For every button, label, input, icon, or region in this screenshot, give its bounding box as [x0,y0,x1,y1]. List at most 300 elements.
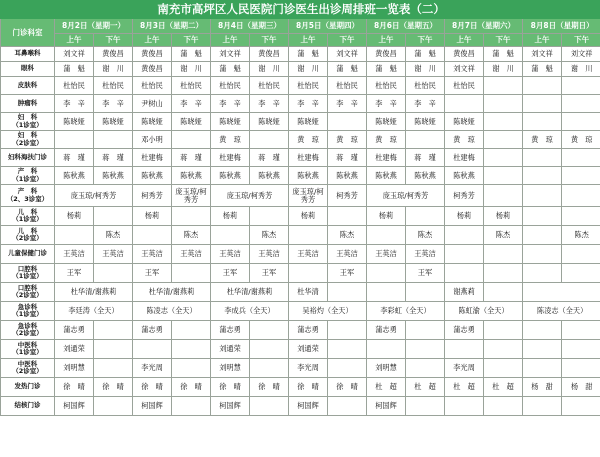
schedule-cell [133,340,172,359]
schedule-cell [445,95,484,113]
schedule-cell [484,77,523,95]
schedule-cell [406,321,445,340]
table-row [1,397,600,416]
schedule-cell [562,167,600,185]
schedule-cell [562,359,600,378]
schedule-cell: 陈秋燕 [94,167,133,185]
schedule-cell: 刘明慧 [211,359,250,378]
schedule-cell: 陈晓娅 [172,113,211,131]
schedule-cell: 杜怡民 [250,77,289,95]
schedule-cell: 陈秋燕 [211,167,250,185]
schedule-cell [367,264,406,283]
dept-label: 儿 科 （1诊室） [1,207,55,226]
schedule-cell: 刘明慧 [55,359,94,378]
schedule-cell [172,264,211,283]
schedule-cell: 杜 超 [484,378,523,397]
schedule-cell [562,149,600,167]
schedule-cell: 庞玉琼/柯秀芳 [289,185,328,207]
schedule-cell: 谢 川 [94,62,133,77]
schedule-cell: 陈晓娅 [367,113,406,131]
schedule-cell: 谢 川 [250,62,289,77]
schedule-cell [250,131,289,149]
pm-header: 下午 [406,34,445,47]
schedule-cell: 陈秋燕 [55,167,94,185]
am-header: 上午 [445,34,484,47]
schedule-cell [133,226,172,245]
schedule-cell: 谢 川 [289,62,328,77]
schedule-cell: 杨莉 [289,207,328,226]
schedule-cell: 王军 [55,264,94,283]
schedule-cell: 李彩虹（全天） [367,302,445,321]
schedule-cell [406,359,445,378]
schedule-cell [445,245,484,264]
table-row [1,302,600,321]
pm-header: 下午 [484,34,523,47]
corner-label: 门诊科室 [1,19,55,47]
schedule-cell [562,397,600,416]
schedule-cell: 徐 晴 [289,378,328,397]
schedule-cell: 蒋 瑾 [172,149,211,167]
schedule-cell [562,340,600,359]
schedule-cell: 刘通荣 [211,340,250,359]
schedule-cell [523,321,562,340]
schedule-cell: 黄 琼 [289,131,328,149]
schedule-cell: 杜 超 [367,378,406,397]
schedule-cell: 徐 晴 [133,378,172,397]
schedule-cell: 杜华清 [289,283,328,302]
schedule-cell: 陈秋燕 [172,167,211,185]
schedule-cell: 陈秋燕 [406,167,445,185]
dept-label: 妇科海扶门诊 [1,149,55,167]
schedule-cell: 庞玉琼/柯秀芳 [367,185,445,207]
schedule-cell: 蒲 魁 [484,47,523,62]
table-row [1,245,600,264]
dept-label: 口腔科 （2诊室） [1,283,55,302]
schedule-cell: 蒲 魁 [289,47,328,62]
schedule-cell [367,283,406,302]
pm-header: 下午 [250,34,289,47]
schedule-cell: 杜怡民 [172,77,211,95]
am-header: 上午 [523,34,562,47]
schedule-cell [562,321,600,340]
schedule-cell [406,283,445,302]
schedule-cell: 杜华清/谢燕莉 [211,283,289,302]
dept-label: 中医科 （1诊室） [1,340,55,359]
schedule-cell: 徐 晴 [328,378,367,397]
schedule-cell: 王英洁 [211,245,250,264]
schedule-cell: 刘文祥 [562,47,600,62]
schedule-cell [406,340,445,359]
table-row [1,185,600,207]
schedule-cell: 杜建梅 [445,149,484,167]
schedule-cell: 陈杰 [250,226,289,245]
dept-label: 产 科 （1诊室） [1,167,55,185]
schedule-cell [523,113,562,131]
schedule-cell: 蒋 瑾 [328,149,367,167]
schedule-cell: 黄 琼 [367,131,406,149]
schedule-cell: 陈晓娅 [94,113,133,131]
schedule-cell: 李廷涛（全天） [55,302,133,321]
schedule-cell: 刘通荣 [55,340,94,359]
schedule-cell: 陈秋燕 [133,167,172,185]
dept-label: 妇 科 （2诊室） [1,131,55,149]
schedule-cell: 陈杰 [406,226,445,245]
day-header: 8月4日（星期三） [211,19,289,34]
schedule-cell: 李光周 [289,359,328,378]
schedule-cell [523,185,562,207]
schedule-cell [406,131,445,149]
schedule-cell: 王英洁 [289,245,328,264]
schedule-cell [94,264,133,283]
am-header: 上午 [367,34,406,47]
table-row [1,207,600,226]
schedule-cell [484,95,523,113]
table-row [1,95,600,113]
schedule-cell: 柯秀芳 [328,185,367,207]
schedule-cell [94,340,133,359]
schedule-cell: 徐 晴 [250,378,289,397]
pm-header: 下午 [172,34,211,47]
schedule-cell [328,113,367,131]
table-row [1,167,600,185]
schedule-cell: 王军 [133,264,172,283]
schedule-cell: 蒲志勇 [55,321,94,340]
schedule-cell: 王英洁 [328,245,367,264]
schedule-cell [94,131,133,149]
schedule-cell: 杜怡民 [211,77,250,95]
schedule-cell [250,207,289,226]
schedule-cell: 杜怡民 [406,77,445,95]
schedule-cell [172,397,211,416]
schedule-cell: 李 辛 [289,95,328,113]
schedule-cell: 柯国辉 [55,397,94,416]
schedule-cell [523,340,562,359]
schedule-cell: 李 辛 [328,95,367,113]
schedule-cell [250,359,289,378]
schedule-cell: 黄俊昌 [133,47,172,62]
dept-label: 产 科 （2、3诊室） [1,185,55,207]
day-header: 8月6日（星期五） [367,19,445,34]
schedule-cell: 杜怡民 [94,77,133,95]
schedule-cell: 刘文祥 [523,47,562,62]
schedule-cell: 陈秋燕 [250,167,289,185]
schedule-cell: 杜建梅 [211,149,250,167]
schedule-cell: 谢 川 [562,62,600,77]
schedule-cell: 杜建梅 [133,149,172,167]
schedule-cell [172,321,211,340]
schedule-cell: 庞玉琼/柯秀芳 [55,185,133,207]
schedule-cell [94,321,133,340]
schedule-cell: 李 辛 [367,95,406,113]
schedule-cell: 杨 甜 [523,378,562,397]
schedule-cell: 陈晓娅 [406,113,445,131]
dept-label: 皮肤科 [1,77,55,95]
schedule-cell: 杨莉 [211,207,250,226]
schedule-cell: 杜华清/谢燕莉 [55,283,133,302]
schedule-cell [562,113,600,131]
schedule-cell: 庞玉琼/柯秀芳 [211,185,289,207]
schedule-cell: 李成兵（全天） [211,302,289,321]
schedule-cell [523,264,562,283]
schedule-cell [523,245,562,264]
schedule-cell: 王军 [328,264,367,283]
schedule-cell [484,264,523,283]
schedule-cell [484,245,523,264]
schedule-cell [250,340,289,359]
schedule-cell: 刘文祥 [328,47,367,62]
schedule-cell [289,264,328,283]
am-header: 上午 [133,34,172,47]
schedule-cell [562,264,600,283]
schedule-cell [562,207,600,226]
schedule-cell [445,264,484,283]
schedule-cell: 谢 川 [172,62,211,77]
am-header: 上午 [289,34,328,47]
table-row [1,340,600,359]
schedule-cell [445,397,484,416]
schedule-cell [328,359,367,378]
schedule-cell: 蒲 魁 [523,62,562,77]
schedule-cell: 杨莉 [367,207,406,226]
dept-label: 发热门诊 [1,378,55,397]
schedule-cell [484,185,523,207]
schedule-cell [94,207,133,226]
schedule-cell: 柯国辉 [133,397,172,416]
schedule-cell [484,321,523,340]
schedule-cell [328,340,367,359]
table-row [1,47,600,62]
schedule-cell: 陈晓娅 [133,113,172,131]
table-row [1,113,600,131]
schedule-cell: 吴裕灼（全天） [289,302,367,321]
schedule-cell: 蒲志勇 [211,321,250,340]
schedule-cell [94,397,133,416]
pm-header: 下午 [94,34,133,47]
schedule-cell: 李 辛 [211,95,250,113]
schedule-cell: 邓小明 [133,131,172,149]
table-row [1,359,600,378]
schedule-cell [562,95,600,113]
schedule-cell: 杨莉 [133,207,172,226]
schedule-cell: 蒲 魁 [367,62,406,77]
schedule-cell: 尹树山 [133,95,172,113]
day-header: 8月8日（星期日） [523,19,600,34]
dept-label: 结核门诊 [1,397,55,416]
day-header: 8月2日（星期一） [55,19,133,34]
schedule-cell: 黄 琼 [562,131,600,149]
schedule-cell: 杜华清/谢燕莉 [133,283,211,302]
schedule-cell [484,131,523,149]
schedule-cell: 蒋 瑾 [406,149,445,167]
schedule-cell: 杜怡民 [367,77,406,95]
schedule-cell [562,77,600,95]
schedule-cell: 黄俊昌 [250,47,289,62]
schedule-cell: 杜怡民 [328,77,367,95]
am-header: 上午 [55,34,94,47]
schedule-cell: 柯秀芳 [133,185,172,207]
schedule-cell: 杜怡民 [445,77,484,95]
schedule-cell: 王军 [250,264,289,283]
schedule-cell: 刘文祥 [55,47,94,62]
schedule-cell: 蒲志勇 [133,321,172,340]
schedule-cell: 陈秋燕 [328,167,367,185]
schedule-cell: 杨 甜 [562,378,600,397]
schedule-cell: 陈凌志（全天） [523,302,600,321]
schedule-cell: 庞玉琼/柯秀芳 [172,185,211,207]
schedule-cell: 王军 [211,264,250,283]
schedule-cell [523,77,562,95]
schedule-cell: 徐 晴 [172,378,211,397]
schedule-cell: 黄俊昌 [367,47,406,62]
dept-label: 儿 科 （2诊室） [1,226,55,245]
schedule-cell [289,226,328,245]
schedule-cell: 蒲 魁 [211,62,250,77]
schedule-cell: 杜怡民 [133,77,172,95]
schedule-cell: 刘明慧 [367,359,406,378]
day-header: 8月5日（星期四） [289,19,367,34]
schedule-cell: 杜 超 [445,378,484,397]
schedule-cell: 王英洁 [172,245,211,264]
schedule-cell [484,359,523,378]
schedule-cell [172,340,211,359]
schedule-cell [523,167,562,185]
dept-label: 耳鼻喉科 [1,47,55,62]
schedule-cell: 李光周 [445,359,484,378]
schedule-cell [172,131,211,149]
schedule-cell [328,397,367,416]
dept-label: 儿童保健门诊 [1,245,55,264]
dept-label: 急诊科 （1诊室） [1,302,55,321]
schedule-cell: 王英洁 [55,245,94,264]
table-row [1,378,600,397]
schedule-cell: 陈凌志（全天） [133,302,211,321]
schedule-cell: 谢 川 [406,62,445,77]
schedule-cell: 黄 琼 [211,131,250,149]
schedule-cell [367,340,406,359]
schedule-cell: 蒲 魁 [55,62,94,77]
schedule-cell: 王英洁 [133,245,172,264]
schedule-cell [523,359,562,378]
schedule-cell [55,131,94,149]
schedule-cell [328,283,367,302]
schedule-cell: 柯国辉 [211,397,250,416]
schedule-cell [484,283,523,302]
schedule-cell: 徐 晴 [211,378,250,397]
schedule-cell [523,207,562,226]
schedule-cell: 徐 晴 [94,378,133,397]
schedule-cell: 黄俊昌 [94,47,133,62]
schedule-cell: 蒲 魁 [406,47,445,62]
schedule-cell [523,226,562,245]
table-row [1,264,600,283]
dept-label: 肿瘤科 [1,95,55,113]
schedule-cell: 陈晓娅 [55,113,94,131]
schedule-cell: 黄 琼 [445,131,484,149]
schedule-cell: 王英洁 [367,245,406,264]
schedule-cell: 陈杰 [562,226,600,245]
schedule-cell: 黄 琼 [523,131,562,149]
schedule-cell [250,321,289,340]
schedule-cell [172,207,211,226]
dept-label: 急诊科 （2诊室） [1,321,55,340]
schedule-cell: 李 辛 [406,95,445,113]
schedule-cell: 杜 超 [406,378,445,397]
schedule-cell: 李 辛 [250,95,289,113]
table-row [1,77,600,95]
schedule-cell: 杜建梅 [289,149,328,167]
schedule-cell: 陈杰 [328,226,367,245]
schedule-cell: 刘通荣 [289,340,328,359]
day-header: 8月7日（星期六） [445,19,523,34]
schedule-cell [484,149,523,167]
schedule-cell [484,397,523,416]
schedule-cell: 陈杰 [94,226,133,245]
schedule-cell [211,226,250,245]
pm-header: 下午 [328,34,367,47]
am-header: 上午 [211,34,250,47]
schedule-cell: 黄 琼 [328,131,367,149]
schedule-cell: 陈虹渝（全天） [445,302,523,321]
schedule-cell: 谢 川 [484,62,523,77]
schedule-cell: 蒲 魁 [172,47,211,62]
schedule-cell: 陈秋燕 [289,167,328,185]
schedule-cell [445,226,484,245]
schedule-cell: 杨莉 [445,207,484,226]
table-row [1,62,600,77]
schedule-cell [562,245,600,264]
day-header: 8月3日（星期二） [133,19,211,34]
schedule-cell: 蒲 魁 [328,62,367,77]
schedule-cell [94,359,133,378]
schedule-cell: 陈晓娅 [445,113,484,131]
schedule-cell: 蒲志勇 [445,321,484,340]
schedule-cell: 王军 [406,264,445,283]
schedule-cell: 柯国辉 [289,397,328,416]
schedule-cell: 柯秀芳 [445,185,484,207]
schedule-cell [328,321,367,340]
schedule-cell: 陈秋燕 [367,167,406,185]
dept-label: 中医科 （2诊室） [1,359,55,378]
schedule-cell [172,359,211,378]
table-row [1,226,600,245]
schedule-cell [445,340,484,359]
dept-label: 口腔科 （1诊室） [1,264,55,283]
schedule-cell: 刘文祥 [445,62,484,77]
schedule-cell: 杨莉 [55,207,94,226]
table-row [1,149,600,167]
schedule-cell: 李 辛 [55,95,94,113]
schedule-cell [484,340,523,359]
schedule-cell [523,149,562,167]
schedule-cell: 李 辛 [94,95,133,113]
schedule-cell [484,113,523,131]
schedule-cell [406,207,445,226]
schedule-cell: 柯国辉 [367,397,406,416]
table-row [1,131,600,149]
page-title: 南充市高坪区人民医院门诊医生出诊周排班一览表（二） [1,1,600,19]
schedule-cell: 陈秋燕 [445,167,484,185]
schedule-cell: 谢燕莉 [445,283,484,302]
schedule-cell: 陈晓娅 [211,113,250,131]
schedule-cell: 杜建梅 [367,149,406,167]
schedule-cell: 蒋 瑾 [94,149,133,167]
schedule-cell: 杜怡民 [289,77,328,95]
schedule-cell [523,95,562,113]
schedule-cell: 王英洁 [250,245,289,264]
schedule-cell: 陈杰 [172,226,211,245]
schedule-cell: 蒋 瑾 [55,149,94,167]
schedule-cell: 黄俊昌 [133,62,172,77]
